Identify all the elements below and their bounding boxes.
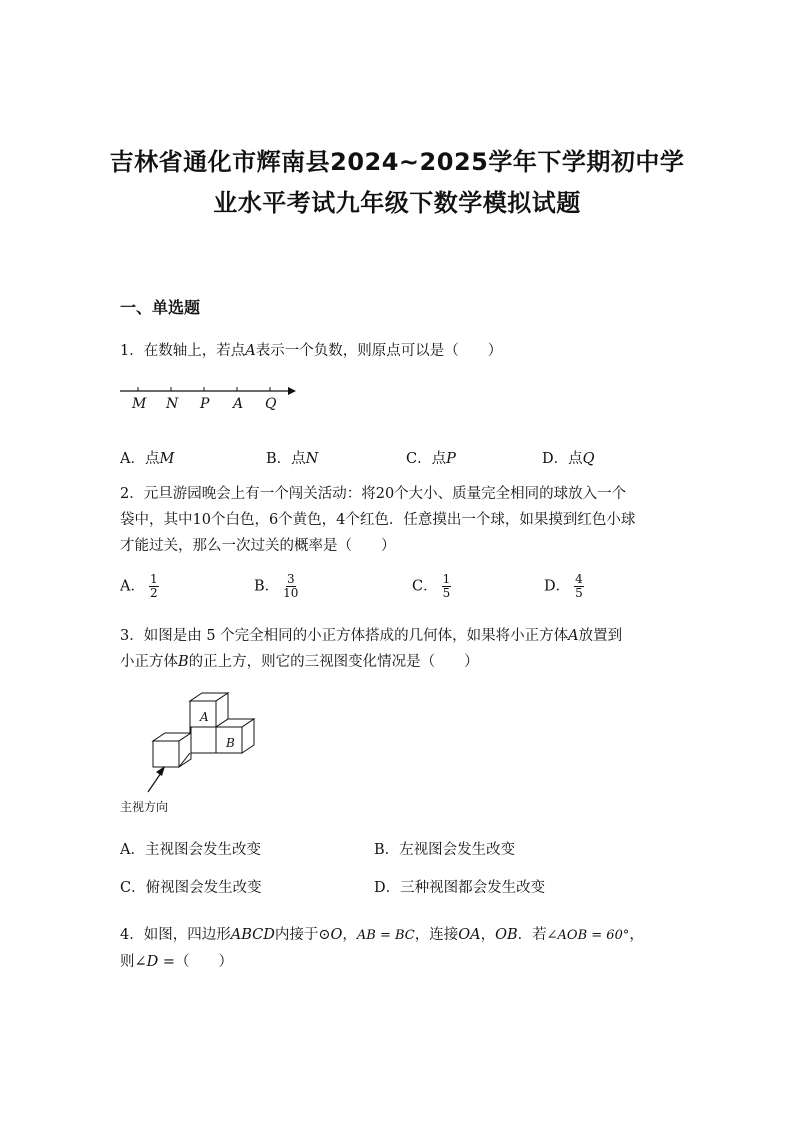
q2-line2: 袋中，其中10个白色，6个黄色，4个红色．任意摸出一个球，如果摸到红色小球 — [120, 512, 636, 528]
fraction: $\frac{3}{10}$ — [283, 572, 299, 600]
q2-option-b[interactable]: B． $\frac{3}{10}$ — [254, 572, 299, 600]
q1-option-a[interactable]: A．点M — [120, 451, 175, 467]
question-3-text — [120, 623, 680, 675]
q2-option-a[interactable]: A． $\frac{1}{2}$ — [120, 572, 158, 600]
q1-option-b[interactable]: B．点N — [266, 451, 319, 467]
axis-label-n: N — [166, 396, 179, 412]
figure-caption: 主视方向 — [120, 800, 169, 814]
fraction: $\frac{1}{2}$ — [149, 572, 158, 600]
q3-option-b[interactable]: B．左视图会发生改变 — [374, 842, 516, 858]
q1-option-c[interactable]: C．点P — [406, 451, 456, 467]
fraction: $\frac{1}{5}$ — [442, 572, 451, 600]
cube-label-b: B — [226, 736, 235, 750]
axis-label-a: A — [233, 396, 244, 412]
q3-option-d[interactable]: D．三种视图都会发生改变 — [374, 880, 546, 896]
document-title-line2: 业水平考试九年级下数学模拟试题 — [213, 189, 581, 217]
circle-dot-icon: ⊙ — [318, 927, 331, 943]
question-2-text — [120, 481, 680, 559]
cube-back-edge — [165, 727, 191, 733]
fraction: $\frac{4}{5}$ — [575, 572, 583, 600]
section-heading: 一、单选题 — [120, 298, 201, 317]
q3-option-c[interactable]: C．俯视图会发生改变 — [120, 880, 262, 896]
question-1-text — [120, 338, 680, 364]
q4-line1: 4．如图，四边形ABCD内接于⊙O，AB = BC，连接OA，OB．若∠AOB = 60°， — [120, 927, 644, 943]
q3-line1: 3．如图是由 5 个完全相同的小正方体搭成的几何体，如果将小正方体A放置到 — [120, 628, 623, 644]
q1-option-d[interactable]: D．点Q — [542, 451, 595, 467]
q2-option-c[interactable]: C． $\frac{1}{5}$ — [412, 572, 451, 600]
q2-line1: 2．元旦游园晚会上有一个闯关活动：将20个大小、质量完全相同的球放入一个 — [120, 486, 627, 502]
q3-option-a[interactable]: A．主视图会发生改变 — [120, 842, 261, 858]
q1-var-a: A — [245, 343, 256, 359]
cube-1-front — [153, 741, 179, 767]
axis-label-m: M — [132, 396, 147, 412]
q1-text-pre: 1．在数轴上，若点 — [120, 343, 246, 359]
q3-line2: 小正方体B的正上方，则它的三视图变化情况是（ ） — [120, 654, 479, 670]
q2-option-d[interactable]: D． $\frac{4}{5}$ — [544, 572, 583, 600]
q4-line2: 则∠D =（ ） — [120, 954, 234, 970]
question-4-text — [120, 922, 700, 975]
number-line-arrow-icon — [288, 387, 296, 395]
document-title-line1: 吉林省通化市辉南县2024~2025学年下学期初中学 — [109, 148, 685, 176]
axis-label-q: Q — [265, 396, 277, 412]
cube-figure — [118, 688, 268, 794]
q1-text-post: 表示一个负数，则原点可以是（ ） — [255, 343, 503, 359]
axis-label-p: P — [200, 396, 210, 412]
cube-mid-front — [190, 727, 216, 753]
q2-line3: 才能过关，那么一次过关的概率是（ ） — [120, 538, 396, 554]
cube-label-a: A — [200, 710, 209, 724]
